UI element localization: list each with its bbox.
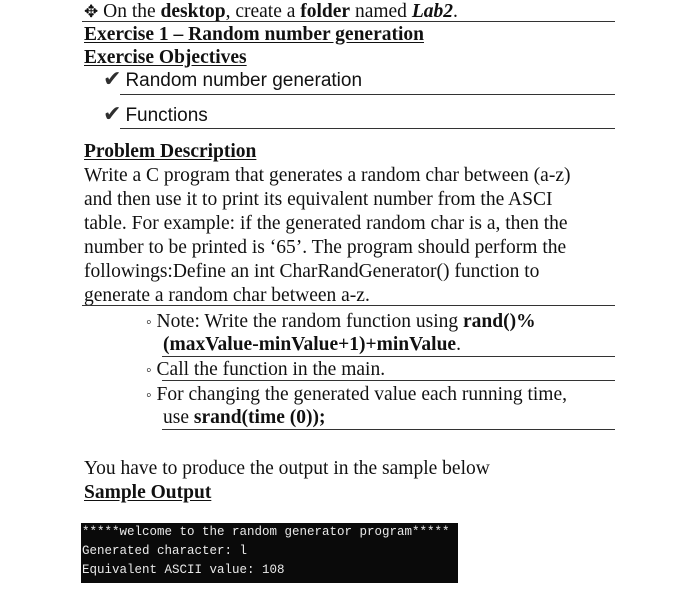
rule-2 [120, 94, 615, 95]
bullet-text: For changing the generated value each running time, [156, 384, 567, 405]
objectives-heading: Exercise Objectives [84, 47, 247, 68]
checkmark-icon: ✔ [103, 67, 122, 92]
bullet-dot: ◦ [146, 362, 152, 379]
bullet-code: rand()% [463, 311, 536, 332]
problem-line: number to be printed is ‘65’. The program should perform the [84, 237, 567, 258]
bullet-text: Note: Write the random function using [156, 311, 464, 332]
objective-item [103, 102, 208, 127]
problem-line: Write a C program that generates a random char between (a-z) [84, 165, 571, 186]
rule-7 [162, 429, 615, 430]
problem-line: followings:Define an int CharRandGenerator() function to [84, 261, 540, 282]
bullet-text: use [163, 407, 194, 428]
problem-heading: Problem Description [84, 141, 257, 162]
problem-line: generate a random char between a-z. [84, 285, 370, 306]
sample-output-heading: Sample Output [84, 482, 212, 503]
rule-4 [82, 305, 615, 306]
objective-label: Functions [125, 105, 208, 126]
console-output [81, 523, 458, 583]
bullet-dot: ◦ [146, 387, 152, 404]
rule-3 [120, 128, 615, 129]
checkmark-icon: ✔ [103, 102, 122, 127]
bullet-item [146, 383, 567, 408]
output-note: You have to produce the output in the sample below [84, 458, 490, 479]
problem-line: table. For example: if the generated random char is a, then the [84, 213, 568, 234]
diamond-icon: ✥ [84, 2, 99, 22]
bullet-text: . [456, 334, 461, 355]
rule-5 [162, 356, 615, 357]
intro-bold-folder: folder [300, 1, 351, 22]
intro-text-c: named [350, 1, 412, 22]
bullet-dot: ◦ [146, 314, 152, 331]
intro-bold-desktop: desktop [160, 1, 226, 22]
intro-text-d: . [452, 1, 458, 22]
exercise-title: Exercise 1 – Random number generation [84, 24, 424, 45]
bullet-continuation [163, 333, 461, 357]
bullet-code: srand(time (0)); [193, 407, 326, 428]
objective-item [103, 67, 362, 92]
bullet-continuation [163, 406, 325, 430]
console-line: Equivalent ASCII value: 108 [82, 563, 285, 577]
console-line: Generated character: l [82, 544, 248, 558]
problem-line: and then use it to print its equivalent number from the ASCI [84, 189, 553, 210]
console-line: *****welcome to the random generator program***** [82, 525, 450, 539]
bullet-text: Call the function in the main. [156, 359, 386, 380]
rule-6 [162, 380, 615, 381]
intro-text-b: , create a [225, 1, 301, 22]
bullet-item [146, 310, 536, 335]
intro-folder-name: Lab2 [411, 1, 453, 22]
objective-label: Random number generation [125, 70, 363, 91]
intro-text-a: On the [103, 1, 161, 22]
rule-1 [82, 21, 615, 22]
bullet-code: (maxValue-minValue+1)+minValue [163, 334, 457, 355]
